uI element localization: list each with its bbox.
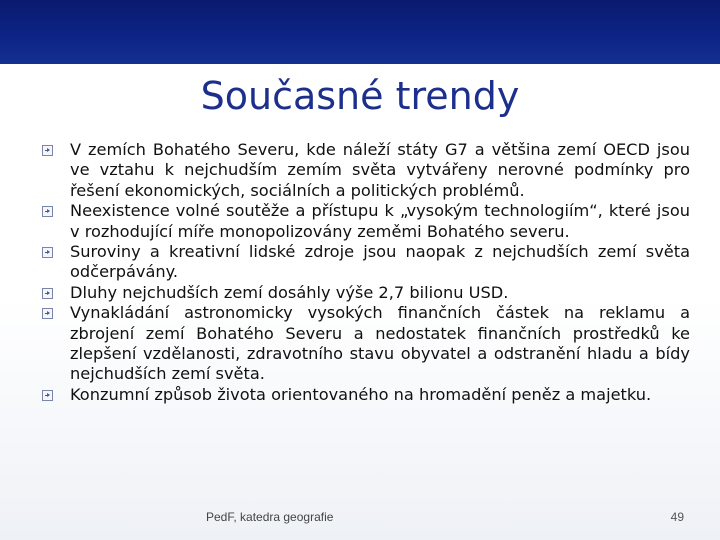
bullet-text: Neexistence volné soutěže a přístupu k „vysokým technologiím“, které jsou v rozhodující míře monopolizovány zeměmi Bohatého severu.: [70, 201, 690, 241]
footer-text: PedF, katedra geografie: [206, 510, 334, 524]
bullet-item: [42, 201, 690, 242]
arrow-box-icon: [42, 308, 53, 319]
bullet-text: Vynakládání astronomicky vysokých finančních částek na reklamu a zbrojení zemí Bohatého Severu a nedostatek finančních prostředků ke zlepšení vzdělanosti, zdravotního stavu obyvatel a odstranění hladu a bídy nejchudších zemí světa.: [70, 303, 690, 384]
arrow-box-icon: [42, 390, 53, 401]
arrow-box-icon: [42, 145, 53, 156]
bullet-text: V zemích Bohatého Severu, kde náleží státy G7 a většina zemí OECD jsou ve vztahu k nejchudším zemím světa vytvářeny nerovné podmínky pro řešení ekonomických, sociálních a politických problémů.: [70, 140, 690, 200]
bullet-item: [42, 385, 690, 405]
arrow-box-icon: [42, 288, 53, 299]
bullet-item: [42, 242, 690, 283]
bullet-item: [42, 303, 690, 385]
bullet-text: Dluhy nejchudších zemí dosáhly výše 2,7 bilionu USD.: [70, 282, 509, 302]
slide-title: Současné trendy: [200, 74, 520, 118]
bullet-list: [42, 140, 690, 405]
header-bar: [0, 0, 720, 64]
bullet-text: Konzumní způsob života orientovaného na hromadění peněz a majetku.: [70, 384, 652, 404]
arrow-box-icon: [42, 247, 53, 258]
bullet-text: Suroviny a kreativní lidské zdroje jsou naopak z nejchudších zemí světa odčerpávány.: [70, 242, 690, 282]
page-number: 49: [670, 510, 684, 524]
bullet-item: [42, 283, 690, 303]
arrow-box-icon: [42, 206, 53, 217]
bullet-item: [42, 140, 690, 201]
